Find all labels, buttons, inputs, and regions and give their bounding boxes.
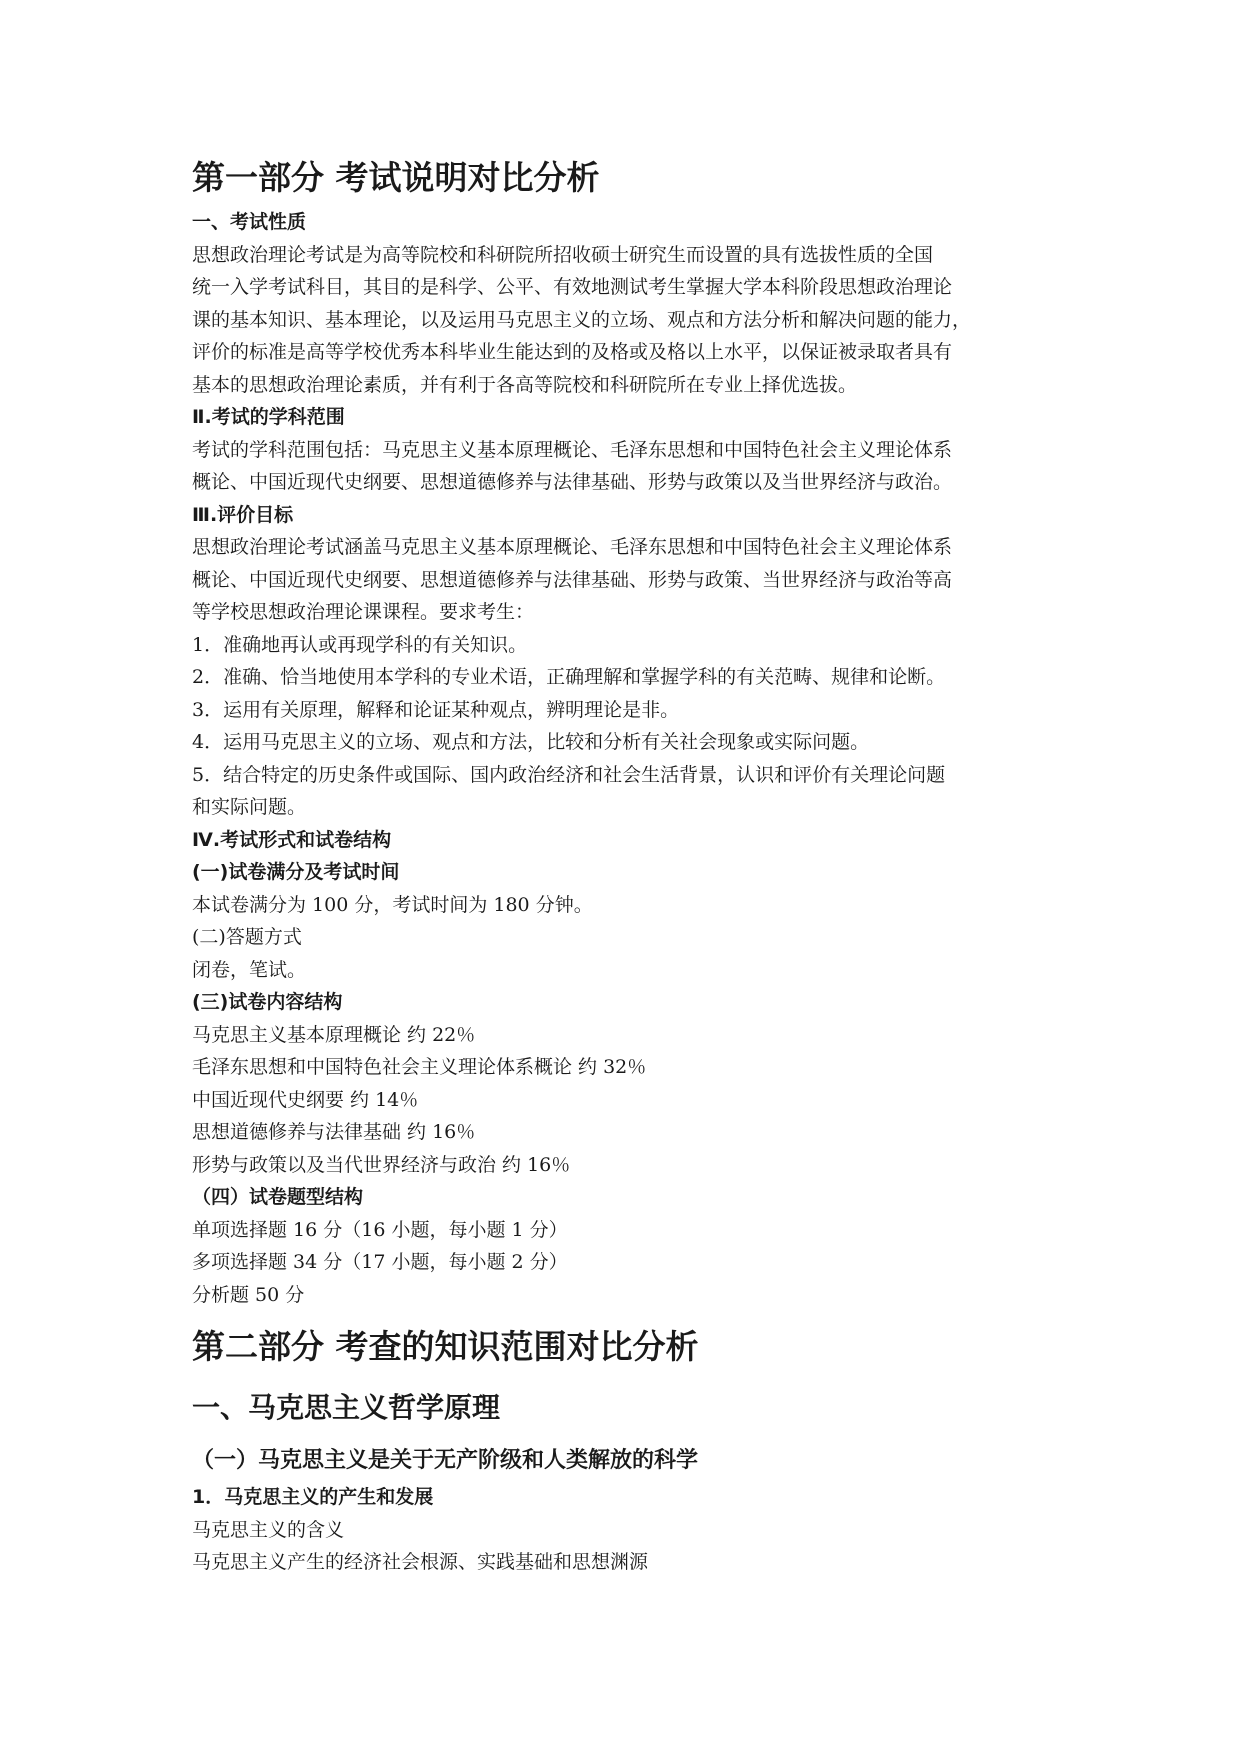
paragraph-line: 等学校思想政治理论课课程。要求考生： [192,601,535,623]
paragraph-line: 本试卷满分为 100 分，考试时间为 180 分钟。 [192,893,593,916]
section-heading-marxist-philosophy: 一、马克思主义哲学原理 [192,1391,501,1424]
list-item: 和实际问题。 [192,796,307,818]
paragraph-line: 课的基本知识、基本理论，以及运用马克思主义的立场、观点和方法分析和解决问题的能力， [192,308,972,331]
item-heading: 1．马克思主义的产生和发展 [192,1486,434,1508]
paragraph-line: 思想政治理论考试涵盖马克思主义基本原理概论、毛泽东思想和中国特色社会主义理论体系 [192,536,953,558]
list-item: 2．准确、恰当地使用本学科的专业术语，正确理解和掌握学科的有关范畴、规律和论断。 [192,666,946,688]
list-item: 毛泽东思想和中国特色社会主义理论体系概论 约 32％ [192,1056,647,1078]
paragraph-line: 思想政治理论考试是为高等院校和科研院所招收硕士研究生而设置的具有选拔性质的全国 [192,243,934,266]
paragraph-line: 统一入学考试科目，其目的是科学、公平、有效地测试考生掌握大学本科阶段思想政治理论 [192,276,953,298]
subheading-answer-method: (二)答题方式 [192,926,302,948]
paragraph-line: 基本的思想政治理论素质，并有利于各高等院校和科研院所在专业上择优选拔。 [192,373,858,396]
list-item: 3．运用有关原理，解释和论证某种观点，辨明理论是非。 [192,698,680,721]
list-item: 马克思主义基本原理概论 约 22％ [192,1023,476,1046]
list-item: 多项选择题 34 分（17 小题，每小题 2 分） [192,1251,568,1273]
list-item: 单项选择题 16 分（16 小题，每小题 1 分） [192,1218,568,1241]
subheading-content-structure: (三)试卷内容结构 [192,991,343,1013]
list-item: 思想道德修养与法律基础 约 16％ [192,1121,476,1143]
section-heading-exam-nature: 一、考试性质 [192,211,307,233]
list-item: 4．运用马克思主义的立场、观点和方法，比较和分析有关社会现象或实际问题。 [192,731,870,753]
list-item: 形势与政策以及当代世界经济与政治 约 16％ [192,1153,571,1176]
section-heading-exam-format: Ⅳ.考试形式和试卷结构 [192,828,392,851]
list-item: 5．结合特定的历史条件或国际、国内政治经济和社会生活背景，认识和评价有关理论问题 [192,763,946,786]
part2-title: 第二部分 考查的知识范围对比分析 [192,1327,699,1366]
section-heading-evaluation-goals: Ⅲ.评价目标 [192,503,294,526]
paragraph-line: 评价的标准是高等学校优秀本科毕业生能达到的及格或及格以上水平，以保证被录取者具有 [192,341,953,363]
paragraph-line: 马克思主义的含义 [192,1518,345,1541]
paragraph-line: 概论、中国近现代史纲要、思想道德修养与法律基础、形势与政策以及当世界经济与政治。 [192,471,953,493]
subheading-question-types: （四）试卷题型结构 [192,1186,364,1208]
subsection-heading: （一）马克思主义是关于无产阶级和人类解放的科学 [192,1448,699,1473]
part1-title: 第一部分 考试说明对比分析 [192,158,600,197]
document-page [192,150,1062,1579]
paragraph-line: 概论、中国近现代史纲要、思想道德修养与法律基础、形势与政策、当世界经济与政治等高 [192,568,953,591]
section-heading-subject-scope: Ⅱ.考试的学科范围 [192,406,345,428]
subheading-full-score: (一)试卷满分及考试时间 [192,861,400,883]
list-item: 1．准确地再认或再现学科的有关知识。 [192,633,528,656]
paragraph-line: 马克思主义产生的经济社会根源、实践基础和思想渊源 [192,1551,649,1573]
paragraph-line: 考试的学科范围包括：马克思主义基本原理概论、毛泽东思想和中国特色社会主义理论体系 [192,438,953,461]
list-item: 中国近现代史纲要 约 14％ [192,1088,419,1111]
paragraph-line: 闭卷，笔试。 [192,958,307,981]
list-item: 分析题 50 分 [192,1283,305,1306]
